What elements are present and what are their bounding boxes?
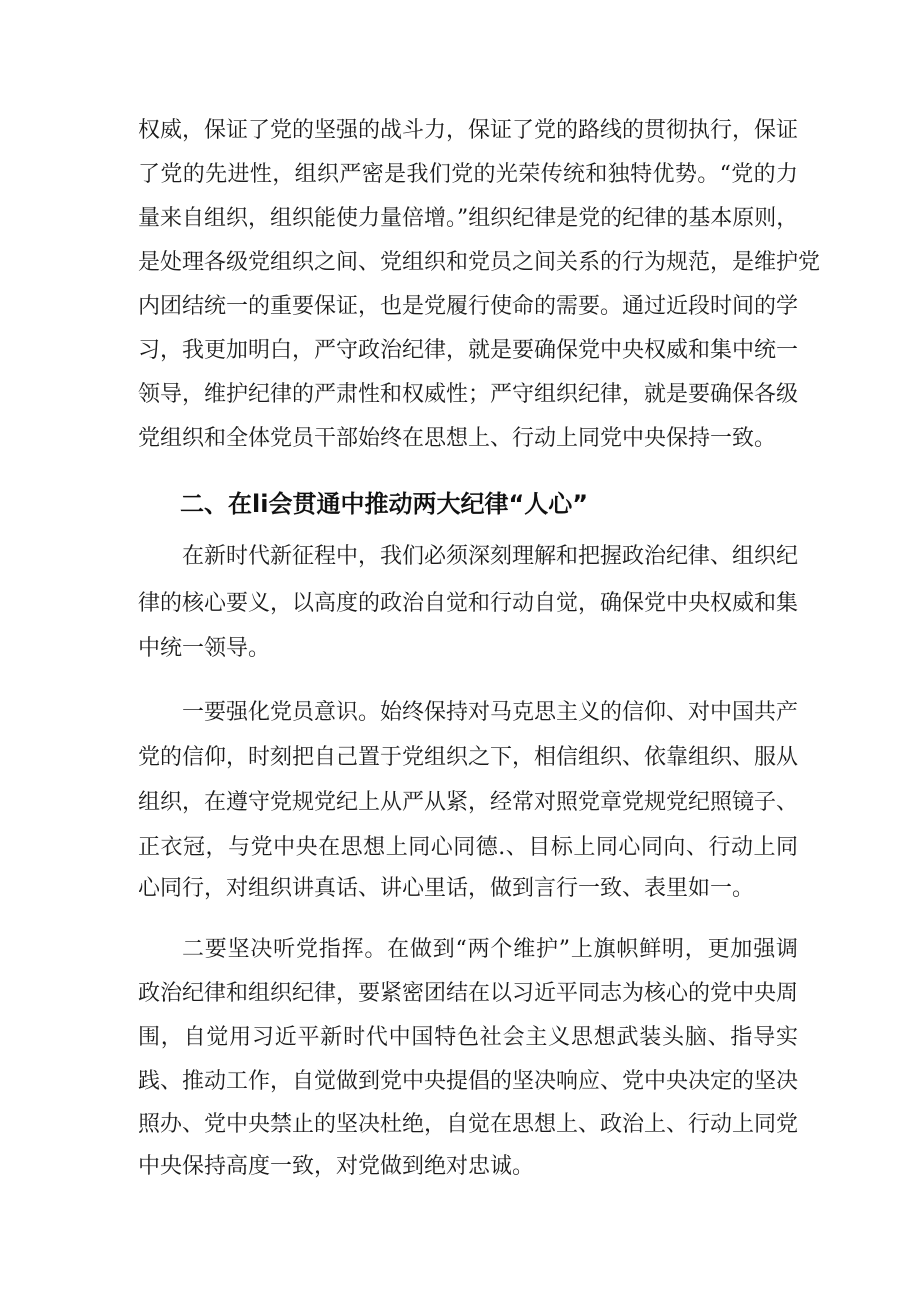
paragraph-4-line-5: 照办、党中央禁止的坚决杜绝，自觉在思想上、政治上、行动上同党 xyxy=(138,1112,799,1137)
paragraph-4-line-6: 中央保持高度一致，对党做到绝对忠诚。 xyxy=(138,1154,535,1179)
paragraph-4-line-2: 政治纪律和组织纪律，要紧密团结在以习近平同志为核心的党中央周 xyxy=(138,981,799,1006)
paragraph-1-line-8: 党组织和全体党员干部始终在思想上、行动上同党中央保持一致。 xyxy=(138,426,777,451)
paragraph-2-line-1: 在新时代新征程中，我们必须深刻理解和把握政治纪律、组织纪 xyxy=(182,544,799,569)
paragraph-3-line-4: 正衣冠，与党中央在思想上同心同德.、目标上同心同向、行动上同 xyxy=(138,835,798,860)
paragraph-3-line-2: 党的信仰，时刻把自己置于党组织之下，相信组织、依靠组织、服从 xyxy=(138,745,799,770)
paragraph-4-line-3: 围，自觉用习近平新时代中国特色社会主义思想武装头脑、指导实 xyxy=(138,1025,798,1050)
paragraph-3-line-1: 一要强化党员意识。始终保持对马克思主义的信仰、对中国共产 xyxy=(182,700,799,725)
paragraph-1-line-6: 习，我更加明白，严守政治纪律，就是要确保党中央权威和集中统一 xyxy=(138,338,799,363)
paragraph-3-line-5: 心同行，对组织讲真话、讲心里话，做到言行一致、表里如一。 xyxy=(138,876,755,901)
paragraph-1-line-2: 了党的先进性，组织严密是我们党的光荣传统和独特优势。“党的力 xyxy=(138,162,798,187)
paragraph-4-line-4: 践、推动工作，自觉做到党中央提倡的坚决响应、党中央决定的坚决 xyxy=(138,1069,799,1094)
paragraph-1-line-5: 内团结统一的重要保证，也是党履行使命的需要。通过近段时间的学 xyxy=(138,294,799,319)
section-heading-2: 二、在li会贯通中推动两大纪律“人心” xyxy=(180,490,588,518)
paragraph-4-line-1: 二要坚决听党指挥。在做到“两个维护”上旗帜鲜明，更加强调 xyxy=(182,937,798,962)
paragraph-2-line-3: 中统一领导。 xyxy=(138,636,271,661)
paragraph-1-line-4: 是处理各级党组织之间、党组织和党员之间关系的行为规范，是维护党 xyxy=(138,250,821,275)
paragraph-3-line-3: 组织，在遵守党规党纪上从严从紧，经常对照党章党规党纪照镜子、 xyxy=(138,790,799,815)
paragraph-1-line-7: 领导，维护纪律的严肃性和权威性；严守组织纪律，就是要确保各级 xyxy=(138,382,799,407)
paragraph-1-line-1: 权威，保证了党的坚强的战斗力，保证了党的路线的贯彻执行，保证 xyxy=(138,118,799,143)
paragraph-1-line-3: 量来自组织，组织能使力量倍增。”组织纪律是党的纪律的基本原则， xyxy=(138,206,799,231)
paragraph-2-line-2: 律的核心要义，以高度的政治自觉和行动自觉，确保党中央权威和集 xyxy=(138,591,799,616)
